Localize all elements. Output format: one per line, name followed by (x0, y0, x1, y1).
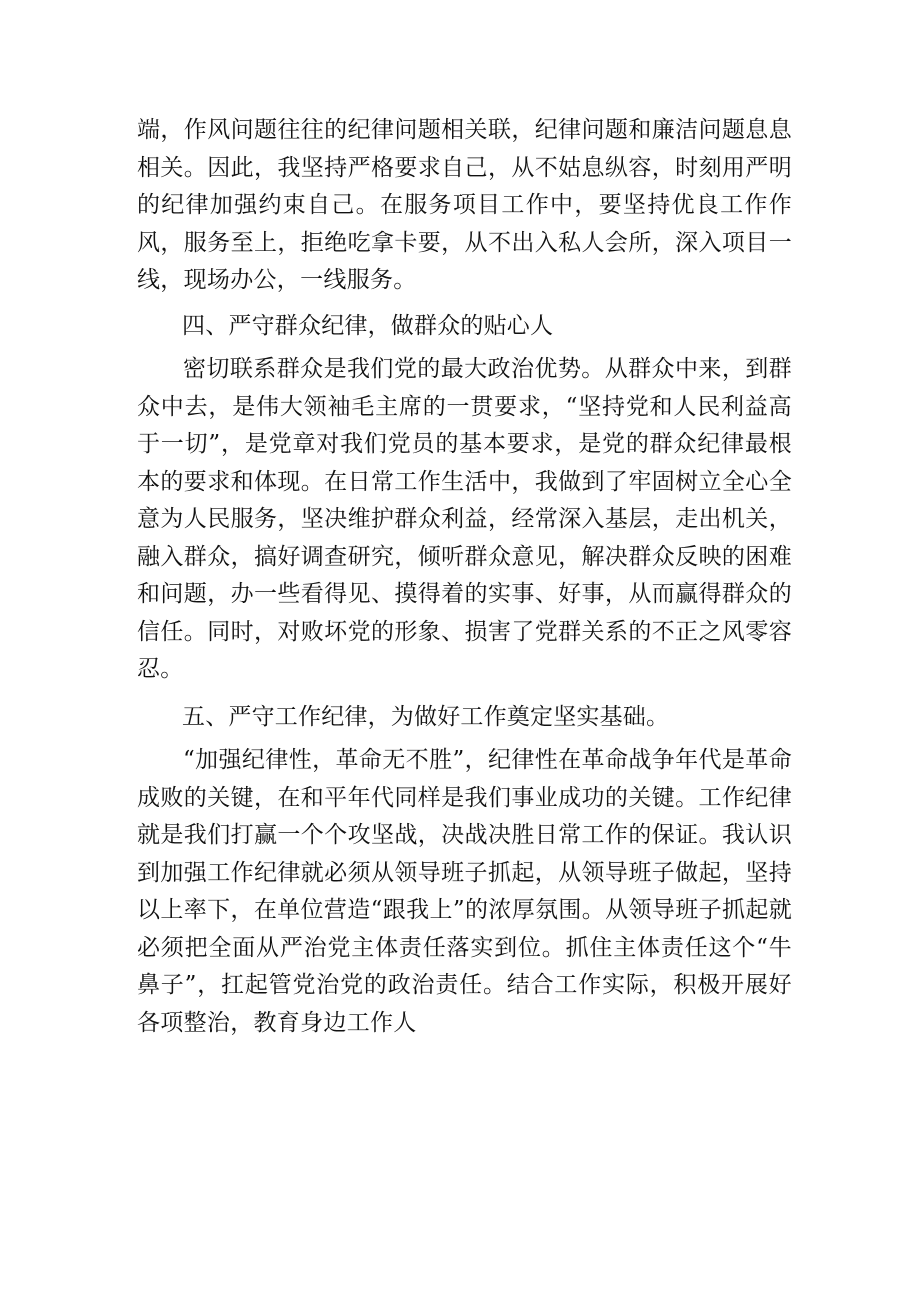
document-body (137, 112, 792, 1042)
section-5-heading: 五、严守工作纪律，为做好工作奠定坚实基础。 (182, 703, 670, 730)
continuation-paragraph: 端，作风问题往往的纪律问题相关联，纪律问题和廉洁问题息息相关。因此，我坚持严格要求自己，从不姑息纵容，时刻用严明的纪律加强约束自己。在服务项目工作中，要坚持优良工作作风，服务至上，拒绝吃拿卡要，从不出入私人会所，深入项目一线，现场办公，一线服务。 (137, 117, 792, 293)
section-4-paragraph: 密切联系群众是我们党的最大政治优势。从群众中来，到群众中去，是伟大领袖毛主席的一贯要求，“坚持党和人民利益高于一切”，是党章对我们党员的基本要求，是党的群众纪律最根本的要求和体现。在日常工作生活中，我做到了牢固树立全心全意为人民服务，坚决维护群众利益，经常深入基层，走出机关，融入群众，搞好调查研究，倾听群众意见，解决群众反映的困难和问题，办一些看得见、摸得着的实事、好事，从而赢得群众的信任。同时，对败坏党的形象、损害了党群关系的不正之风零容忍。 (137, 356, 792, 682)
section-5-paragraph: “加强纪律性，革命无不胜”，纪律性在革命战争年代是革命成败的关键，在和平年代同样是我们事业成功的关键。工作纪律就是我们打赢一个个攻坚战，决战决胜日常工作的保证。我认识到加强工作纪律就必须从领导班子抓起，从领导班子做起，坚持以上率下，在单位营造“跟我上”的浓厚氛围。从领导班子抓起就必须把全面从严治党主体责任落实到位。抓住主体责任这个“牛鼻子”，扛起管党治党的政治责任。结合工作实际，积极开展好各项整治，教育身边工作人 (137, 747, 792, 1036)
section-4-heading: 四、严守群众纪律，做群众的贴心人 (182, 312, 554, 339)
